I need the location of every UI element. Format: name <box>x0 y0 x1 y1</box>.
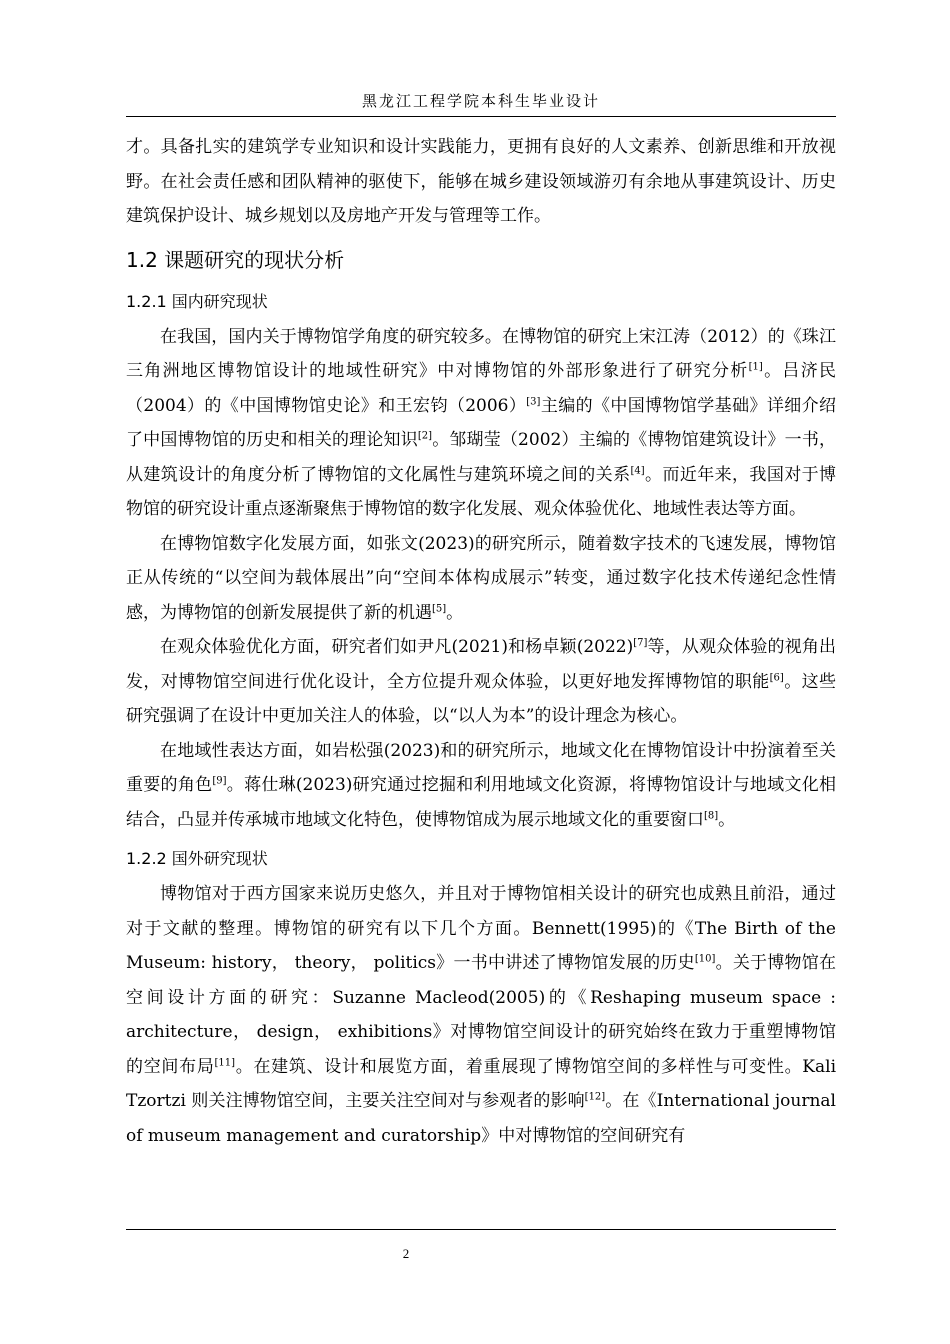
citation-ref: [8] <box>704 809 719 821</box>
citation-ref: [12] <box>584 1091 606 1103</box>
text-run: 。在建筑、设计和展览方面，着重展现了博物馆空间的多样性与可变性。Kali Tzortzi 则关注博物馆空间，主要关注空间对与参观者的影响 <box>126 1056 837 1111</box>
text-run: 。关于博物馆在空间设计方面的研究：Suzanne Macleod(2005)的《Reshaping museum space : architecture， design， exhibitions》对博物馆空间设计的研究始终在致力于重塑博物馆的空间布局 <box>126 953 836 1077</box>
citation-ref: [2] <box>417 430 433 442</box>
running-header: 黑龙江工程学院本科生毕业设计 <box>361 92 600 110</box>
text-run: 。 <box>446 602 464 623</box>
citation-ref: [4] <box>630 464 645 476</box>
foreign-paragraph-1 <box>126 877 836 1153</box>
citation-ref: [1] <box>748 361 763 373</box>
text-run: 。这些研究强调了在设计中更加关注人的体验，以“以人为本”的设计理念为核心。 <box>126 671 836 726</box>
text-run: 在博物馆数字化发展方面，如张文(2023)的研究所示，随着数字技术的飞速发展，博物馆正从传统的“以空间为载体展出”向“空间本体构成展示”转变，通过数字化技术传递纪念性情感，为博物馆的创新发展提供了新的机遇 <box>126 533 836 623</box>
text-run: 。而近年来，我国对于博物馆的研究设计重点逐渐聚焦于博物馆的数字化发展、观众体验优化、地域性表达等方面。 <box>126 464 837 519</box>
text-run: 在地域性表达方面，如岩松强(2023)和的研究所示，地域文化在博物馆设计中扮演着至关重要的角色 <box>126 740 836 795</box>
domestic-paragraph-2 <box>126 527 836 631</box>
citation-ref: [11] <box>214 1056 236 1068</box>
text-run: 主编的《中国博物馆学基础》详细介绍了中国博物馆的历史和相关的理论知识 <box>126 395 837 450</box>
page-body <box>126 130 836 1153</box>
citation-ref: [10] <box>694 953 716 965</box>
page-number: 2 <box>402 1246 410 1261</box>
header-rule <box>126 116 836 117</box>
footer-rule <box>126 1229 836 1230</box>
text-run: 博物馆对于西方国家来说历史悠久，并且对于博物馆相关设计的研究也成熟且前沿，通过对于文献的整理。博物馆的研究有以下几个方面。Bennett(1995)的《The Birth of the Museum: history， theory， politics》一书中讲述了博物馆发展的历史 <box>126 884 836 973</box>
text-run: 在观众体验优化方面，研究者们如尹凡(2021)和杨卓颖(2022) <box>160 637 634 657</box>
citation-ref: [9] <box>212 775 227 787</box>
text-run: 。 <box>718 809 736 830</box>
text-run: 。在《International journal of museum management and curatorship》中对博物馆的空间研究有 <box>126 1091 836 1146</box>
text-run: 在我国，国内关于博物馆学角度的研究较多。在博物馆的研究上宋江涛（2012）的《珠江三角洲地区博物馆设计的地域性研究》中对博物馆的外部形象进行了研究分析 <box>126 326 836 381</box>
citation-ref: [6] <box>769 671 784 683</box>
text-run: 。邹瑚莹（2002）主编的《博物馆建筑设计》一书，从建筑设计的角度分析了博物馆的文化属性与建筑环境之间的关系 <box>126 430 837 485</box>
section-heading-1-2: 1.2 课题研究的现状分析 <box>126 247 345 272</box>
citation-ref: [5] <box>432 602 447 614</box>
domestic-paragraph-1 <box>126 320 836 527</box>
subsection-heading-1-2-2: 1.2.2 国外研究现状 <box>126 849 268 868</box>
text-run: 等，从观众体验的视角出发，对博物馆空间进行优化设计，全方位提升观众体验，以更好地发挥博物馆的职能 <box>126 637 836 692</box>
citation-ref: [7] <box>633 637 648 649</box>
intro-paragraph: 才。具备扎实的建筑学专业知识和设计实践能力，更拥有良好的人文素养、创新思维和开放视野。在社会责任感和团队精神的驱使下，能够在城乡建设领域游刃有余地从事建筑设计、历史建筑保护设计、城乡规划以及房地产开发与管理等工作。 <box>126 137 836 226</box>
subsection-heading-1-2-1: 1.2.1 国内研究现状 <box>126 291 268 311</box>
domestic-paragraph-4 <box>126 734 836 838</box>
text-run: 。蒋仕琳(2023)研究通过挖掘和利用地域文化资源，将博物馆设计与地域文化相结合，凸显并传承城市地域文化特色，使博物馆成为展示地域文化的重要窗口 <box>126 775 837 830</box>
text-run: 。吕济民（2004）的《中国博物馆史论》和王宏钧（2006） <box>126 361 837 416</box>
citation-ref: [3] <box>526 395 541 407</box>
domestic-paragraph-3 <box>126 630 836 734</box>
